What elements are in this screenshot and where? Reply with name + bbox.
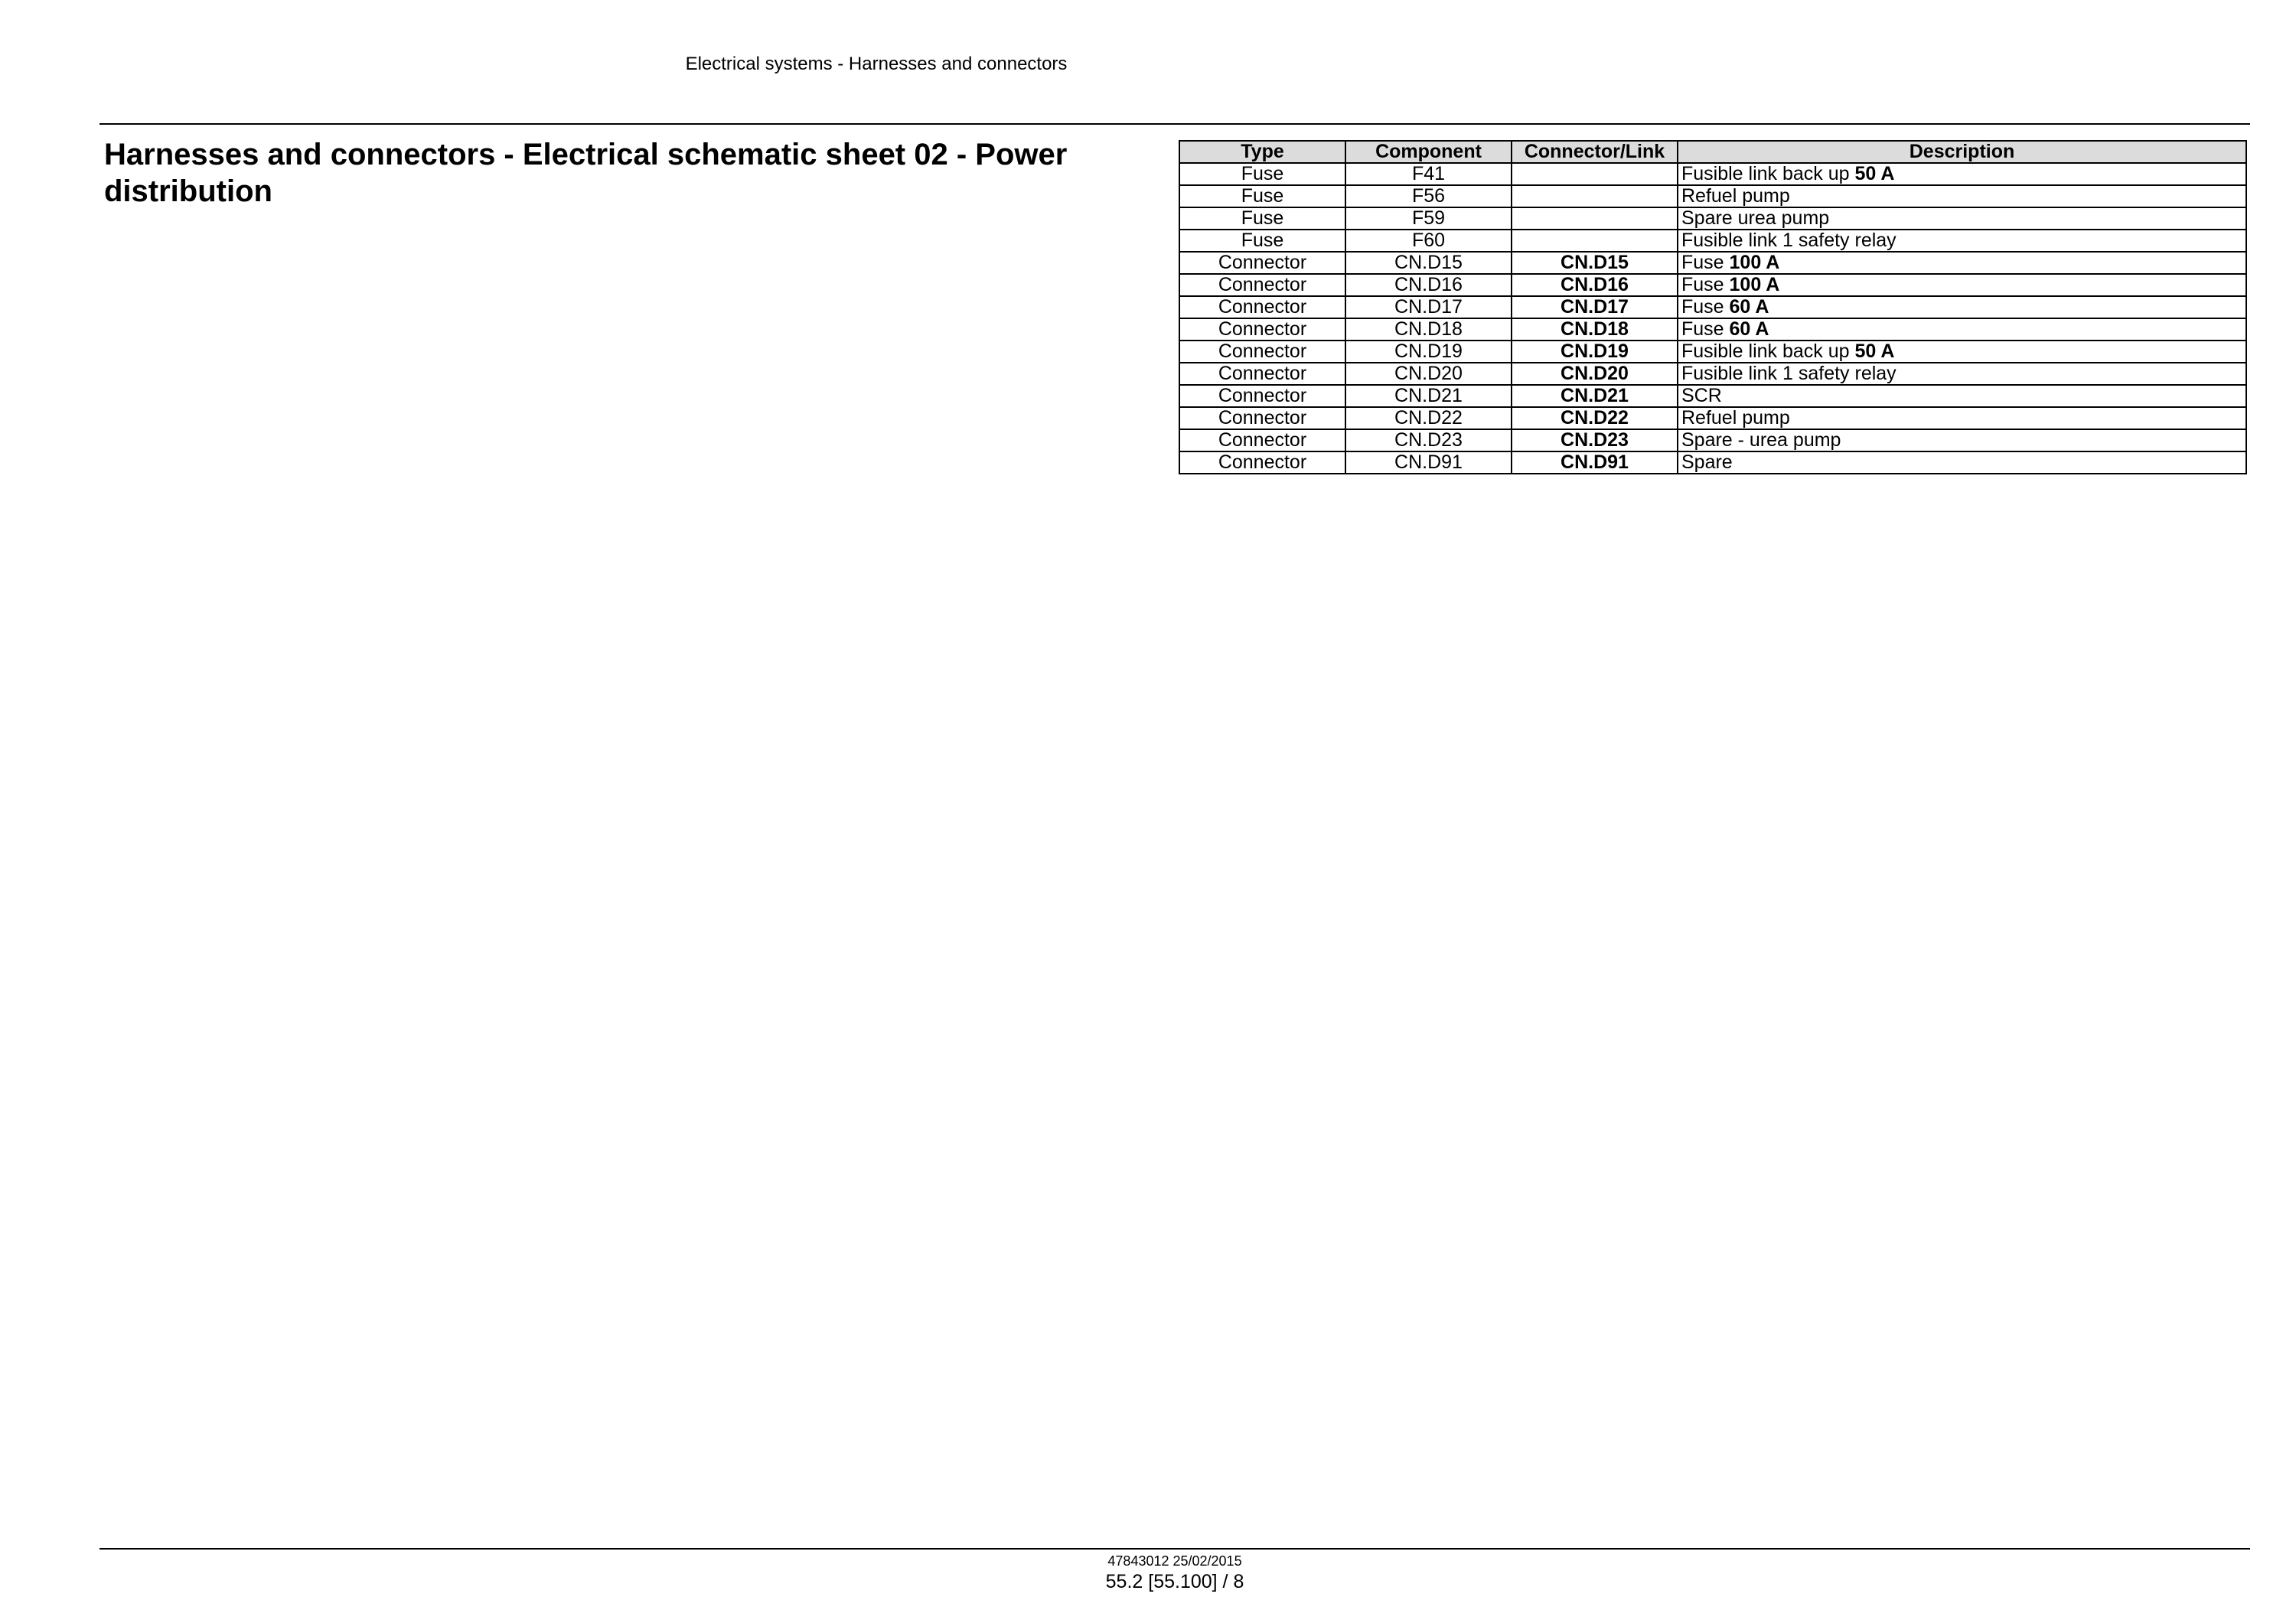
table-row <box>1179 407 2246 429</box>
rating-value: 60 A <box>1729 296 1769 318</box>
cell-connector: CN.D20 <box>1512 363 1678 385</box>
document-code: 47843012 25/02/2015 <box>1107 1553 1242 1569</box>
table-row <box>1179 341 2246 363</box>
cell-type: Connector <box>1179 296 1345 318</box>
table-row <box>1179 296 2246 318</box>
footer-rule <box>99 1548 2250 1550</box>
table-row <box>1179 207 2246 230</box>
cell-description <box>1678 341 2246 363</box>
table-row <box>1179 274 2246 296</box>
cell-component: CN.D17 <box>1345 296 1512 318</box>
cell-connector <box>1512 163 1678 185</box>
description-text: Spare urea pump <box>1681 207 1830 229</box>
description-text: Fusible link back up <box>1681 341 1855 362</box>
table-header-row <box>1179 141 2246 163</box>
column-header-type: Type <box>1179 141 1345 163</box>
table-row <box>1179 363 2246 385</box>
cell-type: Connector <box>1179 252 1345 274</box>
cell-description <box>1678 252 2246 274</box>
cell-component: CN.D19 <box>1345 341 1512 363</box>
cell-connector: CN.D19 <box>1512 341 1678 363</box>
table-row <box>1179 185 2246 207</box>
running-header: Electrical systems - Harnesses and connectors <box>685 54 1068 74</box>
table-row <box>1179 429 2246 451</box>
description-text: Fuse <box>1681 274 1730 295</box>
cell-component: CN.D91 <box>1345 451 1512 474</box>
table-row <box>1179 451 2246 474</box>
cell-type: Connector <box>1179 363 1345 385</box>
table-row <box>1179 318 2246 341</box>
description-text: Fuse <box>1681 296 1730 318</box>
cell-type: Fuse <box>1179 163 1345 185</box>
description-text: Fuse <box>1681 252 1730 273</box>
table-row <box>1179 385 2246 407</box>
description-text: Fusible link 1 safety relay <box>1681 363 1896 384</box>
cell-component: F56 <box>1345 185 1512 207</box>
cell-description <box>1678 207 2246 230</box>
cell-component: CN.D20 <box>1345 363 1512 385</box>
cell-type: Fuse <box>1179 230 1345 252</box>
description-text: Fusible link 1 safety relay <box>1681 230 1896 251</box>
page-reference: 55.2 [55.100] / 8 <box>1105 1571 1244 1592</box>
description-text: Spare - urea pump <box>1681 429 1841 451</box>
table-row <box>1179 252 2246 274</box>
cell-connector: CN.D17 <box>1512 296 1678 318</box>
cell-description <box>1678 296 2246 318</box>
cell-connector: CN.D22 <box>1512 407 1678 429</box>
cell-type: Connector <box>1179 429 1345 451</box>
parts-table <box>1179 140 2247 474</box>
cell-description <box>1678 185 2246 207</box>
cell-component: F59 <box>1345 207 1512 230</box>
table-row <box>1179 163 2246 185</box>
cell-description <box>1678 429 2246 451</box>
column-header-description: Description <box>1678 141 2246 163</box>
cell-component: CN.D22 <box>1345 407 1512 429</box>
cell-type: Connector <box>1179 451 1345 474</box>
cell-description <box>1678 385 2246 407</box>
cell-component: CN.D18 <box>1345 318 1512 341</box>
rating-value: 50 A <box>1854 341 1895 362</box>
rating-value: 100 A <box>1729 274 1780 295</box>
cell-component: CN.D23 <box>1345 429 1512 451</box>
cell-connector: CN.D18 <box>1512 318 1678 341</box>
cell-connector <box>1512 185 1678 207</box>
rating-value: 60 A <box>1729 318 1769 340</box>
description-text: Fusible link back up <box>1681 163 1855 184</box>
cell-description <box>1678 318 2246 341</box>
cell-type: Fuse <box>1179 185 1345 207</box>
description-text: SCR <box>1681 385 1722 406</box>
cell-type: Connector <box>1179 407 1345 429</box>
cell-description <box>1678 274 2246 296</box>
cell-connector <box>1512 207 1678 230</box>
cell-description <box>1678 163 2246 185</box>
cell-component: CN.D15 <box>1345 252 1512 274</box>
rating-value: 50 A <box>1854 163 1895 184</box>
description-text: Refuel pump <box>1681 407 1790 429</box>
cell-description <box>1678 407 2246 429</box>
cell-description <box>1678 230 2246 252</box>
section-title: Harnesses and connectors - Electrical schematic sheet 02 - Power distribution <box>104 138 1068 208</box>
cell-type: Connector <box>1179 385 1345 407</box>
table-row <box>1179 230 2246 252</box>
rating-value: 100 A <box>1729 252 1780 273</box>
cell-connector: CN.D15 <box>1512 252 1678 274</box>
cell-connector: CN.D91 <box>1512 451 1678 474</box>
cell-component: F41 <box>1345 163 1512 185</box>
description-text: Spare <box>1681 451 1733 473</box>
cell-connector <box>1512 230 1678 252</box>
cell-type: Fuse <box>1179 207 1345 230</box>
cell-type: Connector <box>1179 341 1345 363</box>
description-text: Fuse <box>1681 318 1730 340</box>
cell-description <box>1678 363 2246 385</box>
cell-type: Connector <box>1179 318 1345 341</box>
cell-component: CN.D16 <box>1345 274 1512 296</box>
cell-connector: CN.D21 <box>1512 385 1678 407</box>
cell-connector: CN.D16 <box>1512 274 1678 296</box>
header-rule <box>99 123 2250 125</box>
cell-component: F60 <box>1345 230 1512 252</box>
cell-description <box>1678 451 2246 474</box>
column-header-component: Component <box>1345 141 1512 163</box>
cell-connector: CN.D23 <box>1512 429 1678 451</box>
cell-component: CN.D21 <box>1345 385 1512 407</box>
description-text: Refuel pump <box>1681 185 1790 207</box>
cell-type: Connector <box>1179 274 1345 296</box>
column-header-connector-link: Connector/Link <box>1512 141 1678 163</box>
